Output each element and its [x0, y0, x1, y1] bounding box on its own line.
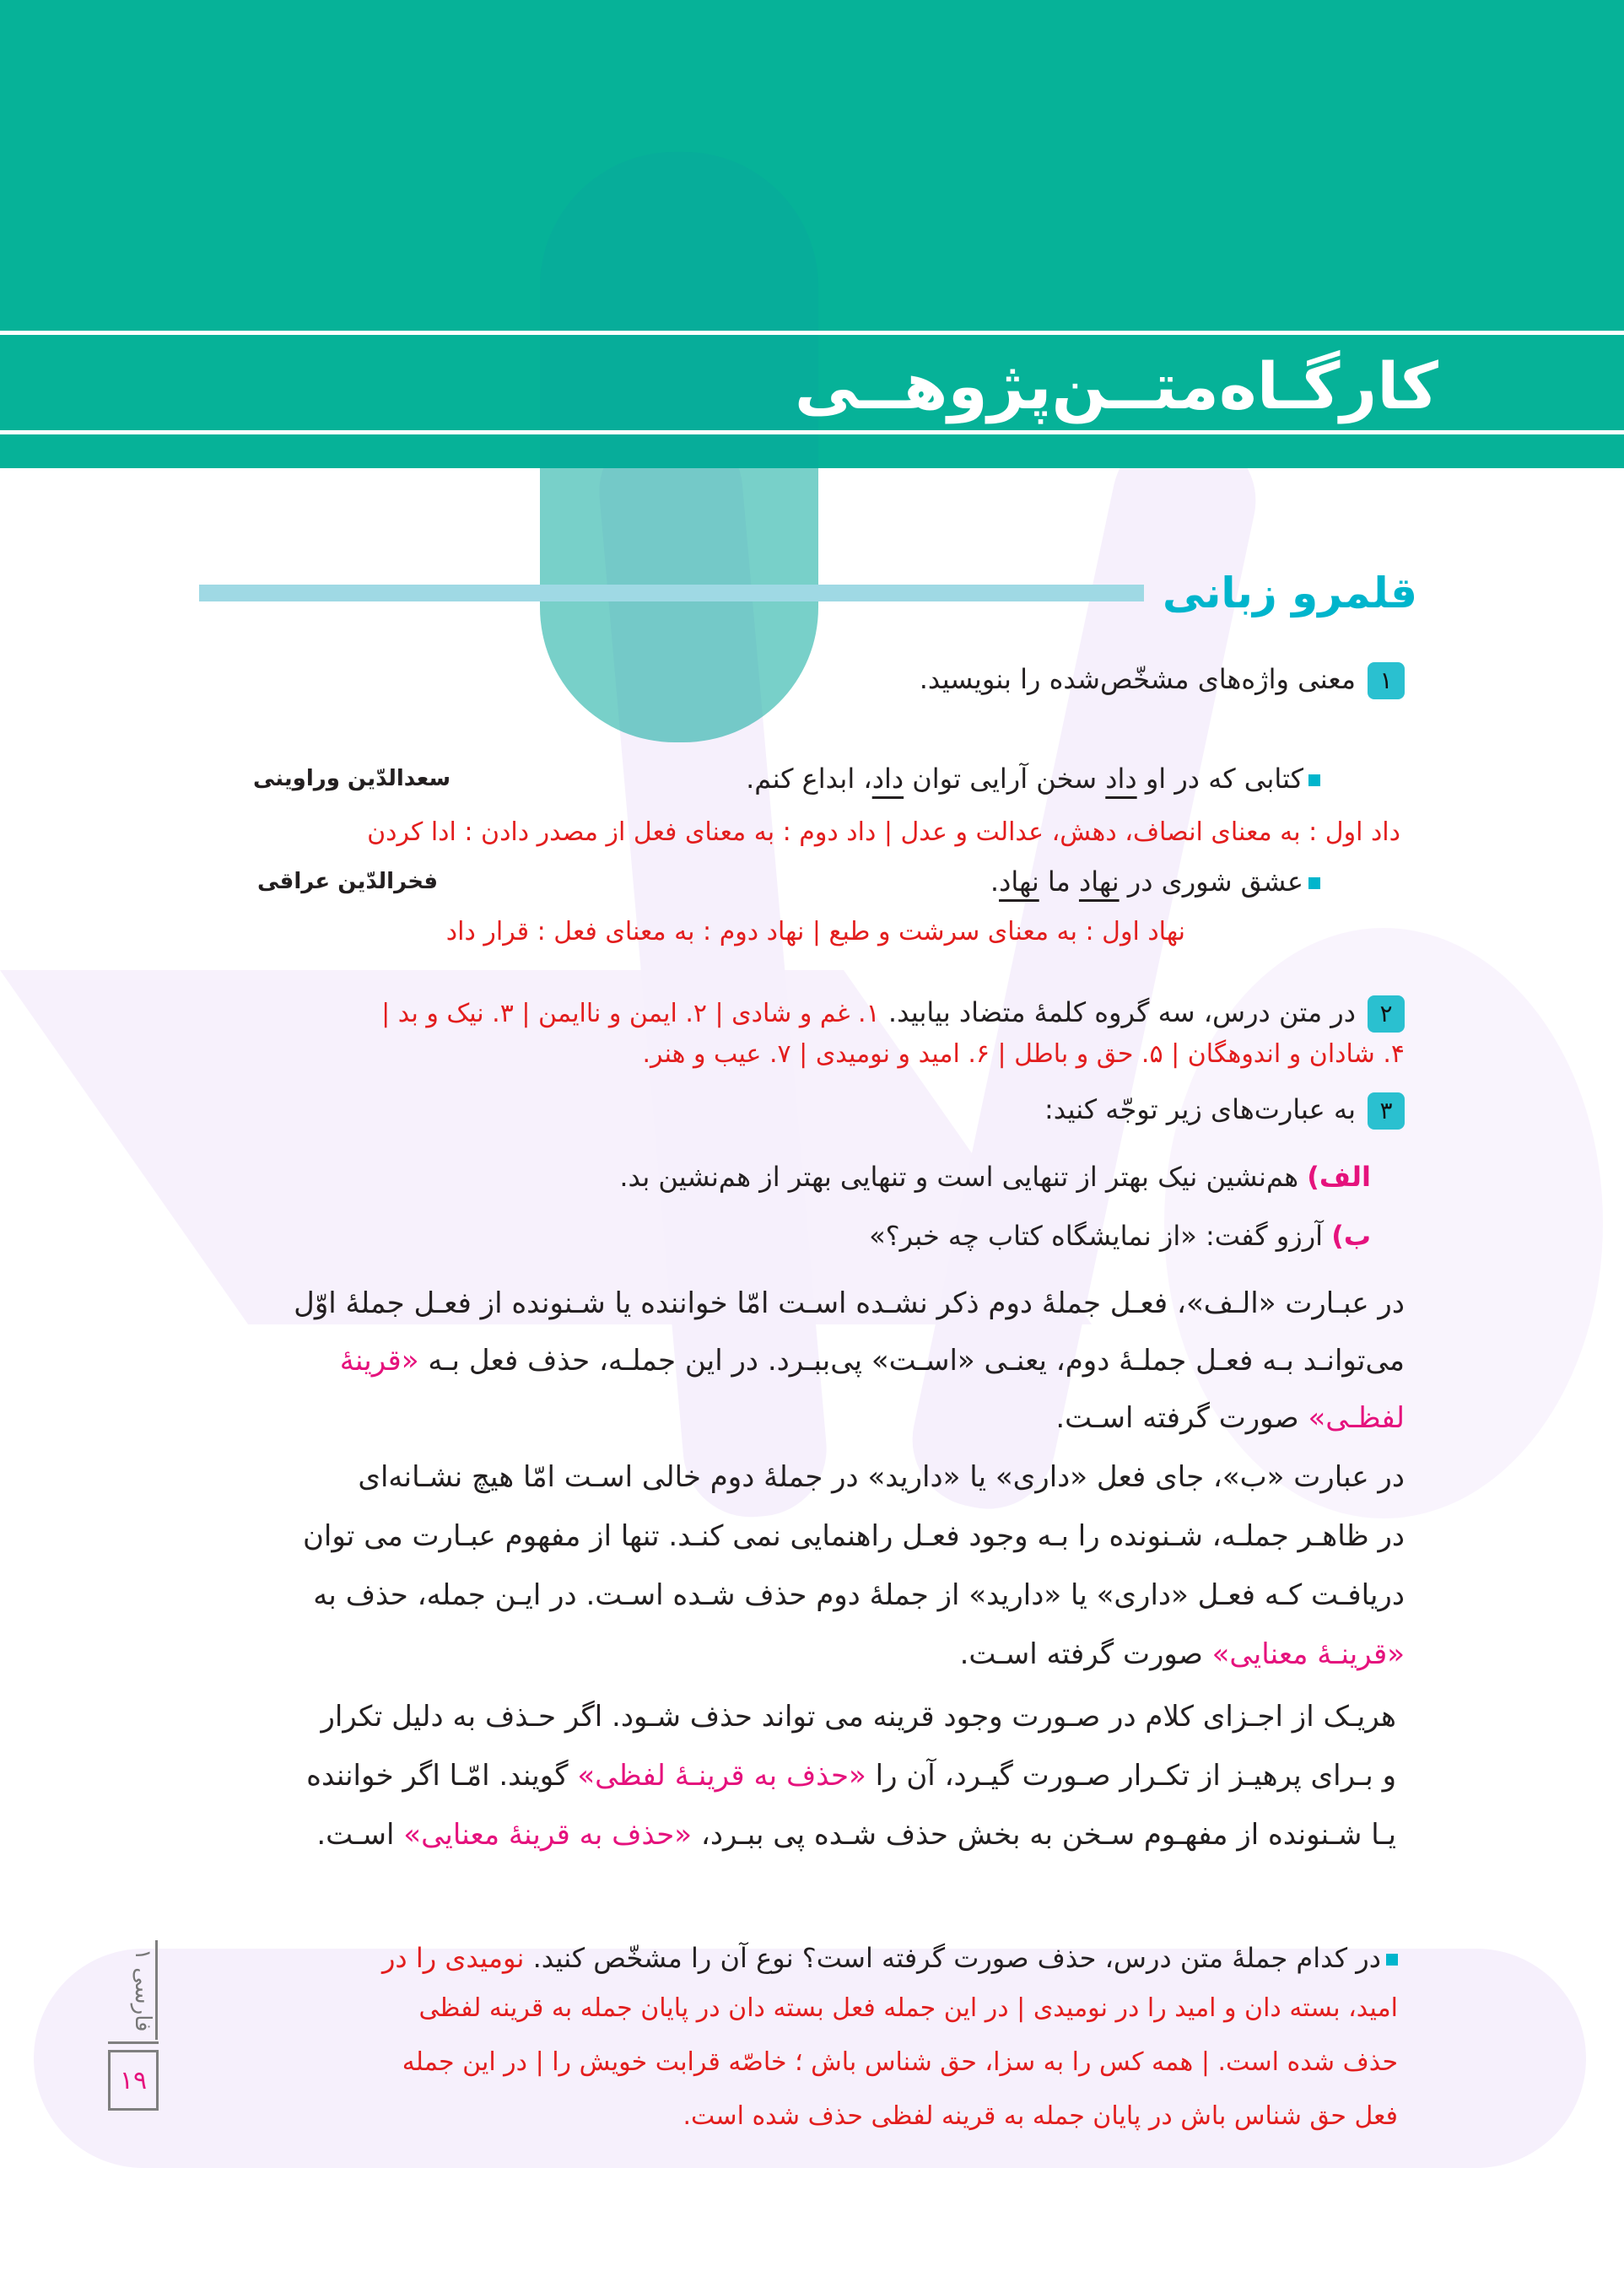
underlined-word: نهاد [999, 866, 1039, 898]
question-number-badge: ۳ [1368, 1092, 1405, 1130]
question-1 [920, 658, 1405, 700]
answer-text: داد اول : به معنای انصاف، دهش، عدالت و عدل | داد دوم : به معنای فعل از مصدر دادن : ادا کردن [367, 817, 1400, 847]
answer-text: ۱. غم و شادی | ۲. ایمن و ناایمن | ۳. نیک و بد | [381, 999, 880, 1028]
paragraph-line: هریـک از اجـزای کلام در صـورت وجود قرینه می تواند حذف شـود. اگر حـذف به دلیل تکرار [321, 1700, 1396, 1734]
highlight-term: «قرینهٔ [339, 1344, 419, 1378]
bullet-icon [1386, 1954, 1398, 1966]
paragraph-line: در عبـارت «الـف»، فعـل جملهٔ دوم ذکر نشـده اسـت امّا خواننده یا شـنونده از فعـل جملهٔ اوّل [294, 1286, 1405, 1320]
paragraph-line: لفظـی» صورت گرفته اسـت. [1055, 1401, 1405, 1435]
subject-label: فارسی ۱ [121, 1940, 158, 2040]
answer-text: فعل حق شناس باش در پایان جمله به قرینه لفظی حذف شده است. [683, 2101, 1398, 2131]
example-a: الف) هم‌نشین نیک بهتر از تنهایی است و تنهایی بهتر از هم‌نشین بد. [619, 1161, 1371, 1193]
answer-text: حذف شده است. | همه کس را به سزا، حق شناس باش ؛ خاصّه قرابت خویش را | در این جمله [402, 2047, 1398, 2077]
paragraph-line: «قرینـهٔ معنایی» صورت گرفته اسـت. [959, 1637, 1405, 1671]
answer-text: امید، بسته دان و امید را در نومیدی | در این جمله فعل بسته دان در پایان جمله به قرینه لفظی [418, 1993, 1398, 2023]
section-title: قلمرو زبانی [1163, 568, 1417, 617]
paragraph-line: می‌توانـد بـه فعـل جملـهٔ دوم، یعنـی «اسـت» پی‌ببـرد. در این جملـه، حذف فعل بـه «قرینهٔ [339, 1344, 1405, 1378]
example-b: ب) آرزو گفت: «از نمایشگاه کتاب چه خبر؟» [869, 1220, 1371, 1252]
bullet-icon [1308, 877, 1320, 889]
bullet-icon [1308, 774, 1320, 786]
highlight-term: لفظـی» [1308, 1401, 1405, 1435]
answer-text: ۴. شادان و اندوهگان | ۵. حق و باطل | ۶. امید و نومیدی | ۷. عیب و هنر. [642, 1039, 1405, 1069]
paragraph-line: در عبارت «ب»، جای فعل «داری» یا «دارید» در جملهٔ دوم خالی اسـت امّا هیچ نشـانه‌ای [358, 1460, 1405, 1494]
question-prompt: معنی واژه‌های مشخّص‌شده را بنویسید. [919, 663, 1356, 695]
underlined-word: داد [871, 763, 904, 795]
example-label: الف) [1307, 1161, 1371, 1193]
question-prompt: در متن درس، سه گروه کلمهٔ متضاد بیابید. [888, 996, 1356, 1028]
highlight-term: «حذف به قرینهٔ معنایی» [403, 1818, 693, 1852]
question-number-badge: ۱ [1368, 662, 1405, 699]
example-label: ب) [1331, 1220, 1371, 1252]
question-prompt: به عبارت‌های زیر توجّه کنید: [1044, 1093, 1356, 1125]
q1-item-2: عشق شوری در نهاد ما نهاد. [990, 860, 1320, 903]
section-heading [199, 561, 1417, 624]
question-3 [1044, 1088, 1405, 1130]
final-question: در کدام جملهٔ متن درس، حذف صورت گرفته است؟ نوع آن را مشخّص کنید. نومیدی را در [382, 1937, 1398, 1979]
question-2 [381, 991, 1405, 1035]
answer-text: نهاد اول : به معنای سرشت و طبع | نهاد دوم : به معنای فعل : قرار داد [445, 917, 1185, 946]
paragraph-line: و بـرای پرهیـز از تکـرار صـورت گیـرد، آن را «حذف به قرینـهٔ لفظی» گویند. امّـا اگر خواننده [306, 1759, 1396, 1793]
highlight-term: «حذف به قرینـهٔ لفظی» [577, 1759, 866, 1793]
question-number-badge: ۲ [1368, 995, 1405, 1033]
author-name: فخرالدّین عراقی [257, 869, 439, 894]
answer-text: نومیدی را در [381, 1942, 525, 1974]
paragraph-line: در ظاهـر جملـه، شـنونده را بـه وجود فعـل راهنمایی نمی کنـد. تنها از مفهوم عبـارت می توان [302, 1519, 1405, 1553]
paragraph-line: دریافـت کـه فعـل «داری» یا «دارید» از جملهٔ دوم حذف شـده اسـت. در ایـن جمله، حذف به [313, 1578, 1405, 1612]
paragraph-line: یـا شـنونده از مفهـوم سـخن به بخش حذف شـده پی ببـرد، «حذف به قرینهٔ معنایی» اسـت. [316, 1818, 1396, 1852]
underlined-word: داد [1105, 763, 1137, 795]
highlight-term: «قرینـهٔ معنایی» [1211, 1637, 1405, 1671]
author-name: سعدالدّین وراوینی [253, 766, 451, 791]
page-marker-divider [108, 2041, 159, 2044]
q1-item-1: کتابی که در او داد سخن آرایی توان داد، ابداع کنم. [746, 758, 1320, 800]
page-number: ۱۹ [108, 2050, 159, 2111]
page-title: کارگـاه‌متــن‌پژوهــی [794, 348, 1438, 423]
underlined-word: نهاد [1078, 866, 1120, 898]
section-bar [199, 585, 1144, 601]
